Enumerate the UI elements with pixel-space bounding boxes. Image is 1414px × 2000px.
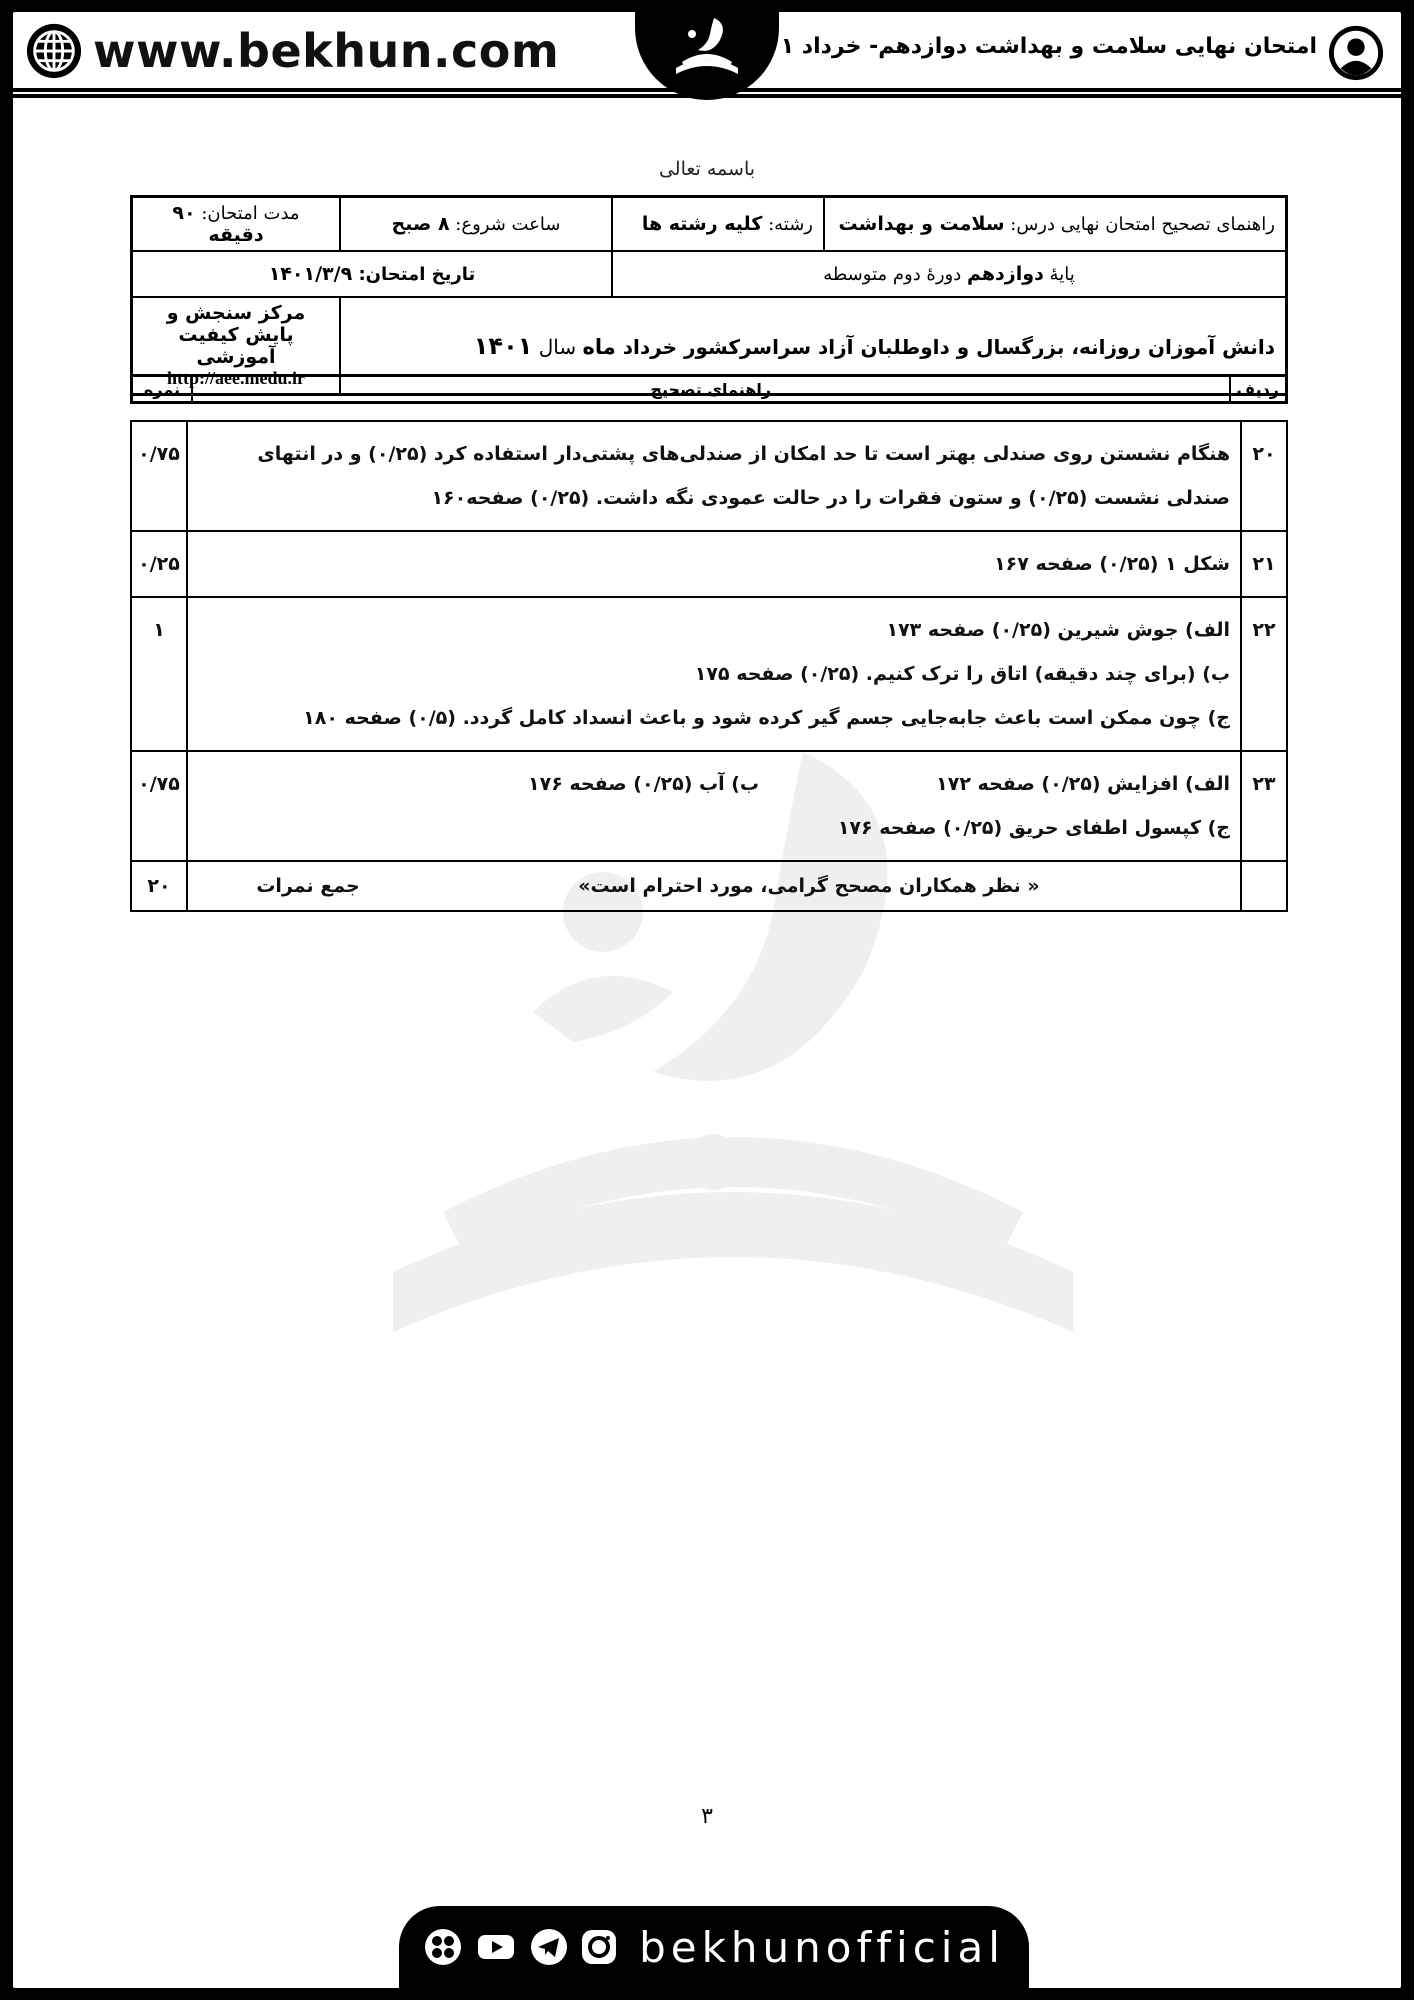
field-label: رشته: xyxy=(762,214,813,235)
answer-line: الف) جوش شیرین (۰/۲۵) صفحه ۱۷۳ xyxy=(886,619,1230,641)
year-value: ۱۴۰۱ xyxy=(473,331,533,360)
site-link[interactable] xyxy=(25,20,559,82)
site-url: www.bekhun.com xyxy=(93,24,560,78)
bismillah: باسمه تعالی xyxy=(658,158,756,180)
answer-content xyxy=(187,421,1241,531)
field-cell xyxy=(612,197,824,252)
answer-line: ج) چون ممکن است باعث جابه‌جایی جسم گیر کرده شود و باعث انسداد کامل گردد. (۰/۵) صفحه ۱۸۰ xyxy=(303,707,1230,729)
row-number: ۲۳ xyxy=(1241,751,1287,861)
total-label: جمع نمرات xyxy=(256,875,360,897)
total-row xyxy=(131,861,1287,911)
social-bar xyxy=(399,1906,1029,1988)
youtube-icon[interactable] xyxy=(473,1927,519,1967)
col-score: نمره xyxy=(132,376,193,403)
answer-line: ب) (برای چند دقیقه) اتاق را ترک کنیم. (۰/۲۵) صفحه ۱۷۵ xyxy=(694,663,1230,685)
answer-content xyxy=(187,597,1241,751)
course-cell xyxy=(824,197,1287,252)
column-header-table xyxy=(130,374,1288,404)
row-score: ۱ xyxy=(131,597,187,751)
colleague-note: « نظر همکاران مصحح گرامی، مورد احترام است» xyxy=(578,875,1040,897)
center-name: مرکز سنجش و پایش کیفیت آموزشی xyxy=(166,302,306,368)
row-number: ۲۲ xyxy=(1241,597,1287,751)
answer-line: صندلی نشست (۰/۲۵) و ستون فقرات را در حالت عمودی نگه داشت. (۰/۲۵) صفحه۱۶۰ xyxy=(431,487,1230,509)
answer-line: هنگام نشستن روی صندلی بهتر است تا حد امکان از صندلی‌های پشتی‌دار استفاده کرد (۰/۲۵) و در انتهای xyxy=(257,443,1230,465)
start-cell xyxy=(340,197,612,252)
page xyxy=(13,12,1401,1988)
table-row xyxy=(131,597,1287,751)
header xyxy=(13,12,1401,92)
duration-value: ۹۰ دقیقه xyxy=(172,202,264,246)
row-score: ۰/۷۵ xyxy=(131,421,187,531)
answer-content xyxy=(187,531,1241,597)
year-label: سال xyxy=(532,334,583,359)
month-word: ماه xyxy=(582,334,616,359)
grade-suffix: دورهٔ دوم متوسطه xyxy=(823,264,967,285)
bekhun-logo-icon xyxy=(662,10,752,90)
answer-part-c: ج) کپسول اطفای حریق (۰/۲۵) صفحه ۱۷۶ xyxy=(837,817,1230,839)
total-score: ۲۰ xyxy=(131,861,187,911)
guide-label: راهنمای تصحیح امتحان نهایی درس: xyxy=(1004,214,1275,235)
date-value: ۱۴۰۱/۳/۹ xyxy=(268,263,353,285)
grade-prefix: پایهٔ xyxy=(1043,264,1075,285)
footer-content xyxy=(187,861,1241,911)
duration-label: مدت امتحان: xyxy=(195,203,300,224)
answer-content xyxy=(187,751,1241,861)
row-score: ۰/۷۵ xyxy=(131,751,187,861)
exam-info-table xyxy=(130,195,1288,396)
row-number: ۲۰ xyxy=(1241,421,1287,531)
answer-part-b: ب) آب (۰/۲۵) صفحه ۱۷۶ xyxy=(528,773,759,795)
user-avatar-icon[interactable] xyxy=(1327,24,1385,82)
table-row xyxy=(131,421,1287,531)
center-url[interactable]: http://aee.medu.ir xyxy=(167,368,305,388)
social-handle[interactable]: bekhunofficial xyxy=(639,1922,1005,1972)
start-label: ساعت شروع: xyxy=(449,214,561,235)
exam-title: امتحان نهایی سلامت و بهداشت دوازدهم- خرداد ۱۴۰۱ xyxy=(740,34,1317,59)
date-cell xyxy=(132,251,613,297)
page-number: ۳ xyxy=(701,1804,713,1829)
grade-cell xyxy=(612,251,1287,297)
answer-line: شکل ۱ (۰/۲۵) صفحه ۱۶۷ xyxy=(994,553,1230,575)
col-guide: راهنمای تصحیح xyxy=(192,376,1230,403)
answers-table xyxy=(130,420,1288,912)
date-label: تاریخ امتحان: xyxy=(352,264,476,285)
globe-icon xyxy=(25,22,83,80)
row-score: ۰/۲۵ xyxy=(131,531,187,597)
duration-cell xyxy=(132,197,341,252)
table-row xyxy=(131,531,1287,597)
table-row xyxy=(131,751,1287,861)
grade-value: دوازدهم xyxy=(966,263,1044,285)
row-number: ۲۱ xyxy=(1241,531,1287,597)
row-number-empty xyxy=(1241,861,1287,911)
start-value: ۸ صبح xyxy=(391,213,450,235)
answer-part-a: الف) افزایش (۰/۲۵) صفحه ۱۷۲ xyxy=(936,773,1230,795)
students-text: دانش آموزان روزانه، بزرگسال و داوطلبان آزاد سراسرکشور خرداد xyxy=(615,334,1275,359)
telegram-icon[interactable] xyxy=(529,1927,569,1967)
col-row: ردیف xyxy=(1230,376,1287,403)
castbox-icon[interactable] xyxy=(423,1927,463,1967)
course-name: سلامت و بهداشت xyxy=(838,213,1005,235)
answer-line xyxy=(198,762,1230,806)
field-value: کلیه رشته ها xyxy=(641,213,763,235)
instagram-icon[interactable] xyxy=(579,1927,619,1967)
